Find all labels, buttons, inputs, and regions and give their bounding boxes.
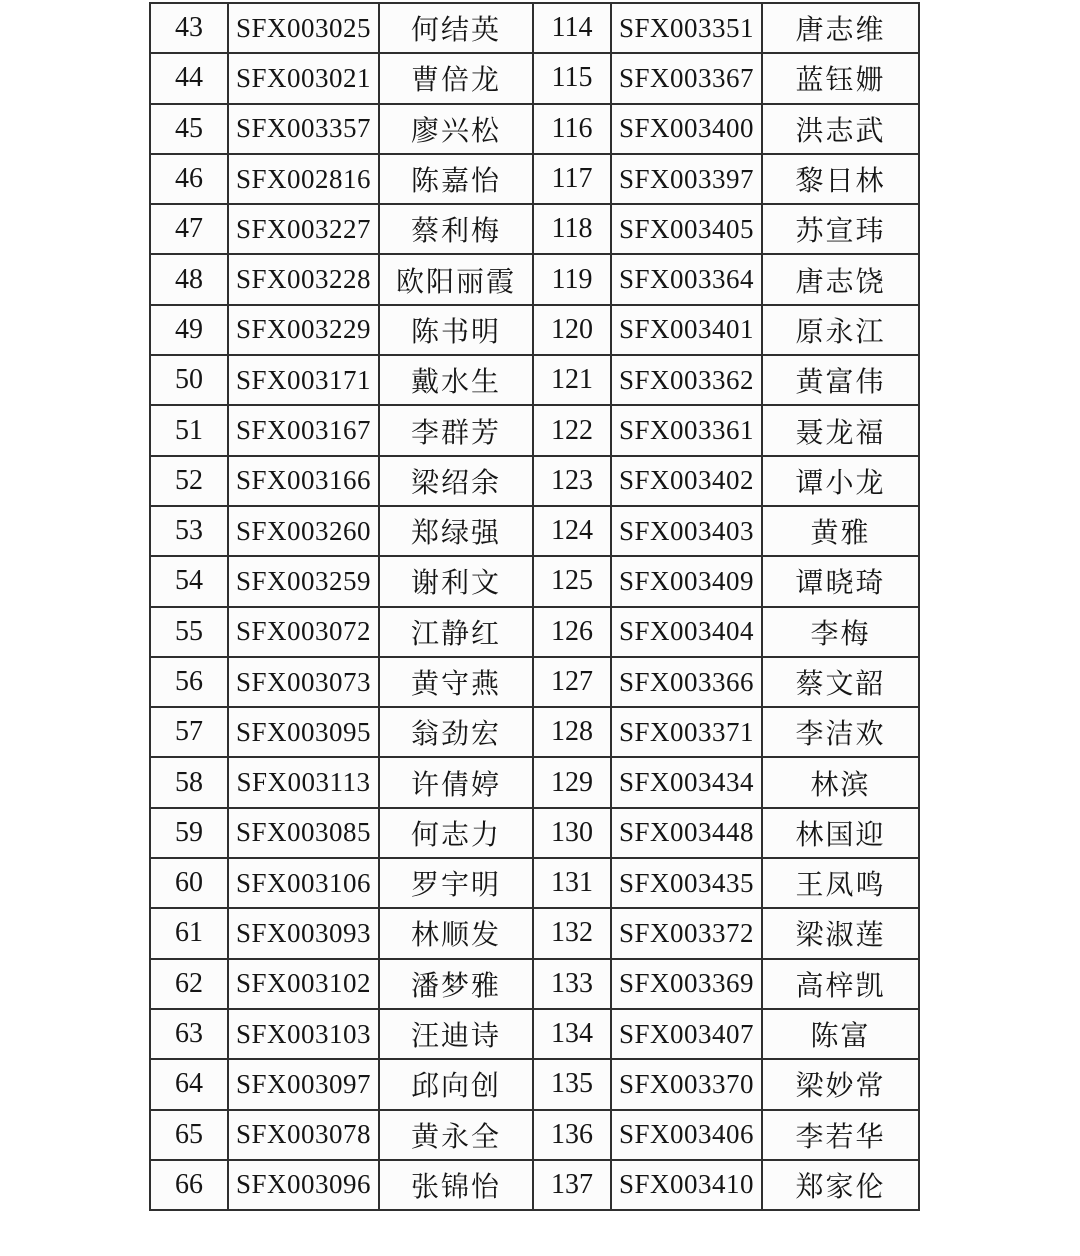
student-name-cell: 许倩婷	[379, 757, 533, 807]
row-number-cell: 135	[534, 1059, 611, 1109]
table-row	[150, 53, 533, 103]
row-number-cell: 121	[534, 355, 611, 405]
table-row	[150, 757, 533, 807]
student-name-cell: 黄富伟	[762, 355, 919, 405]
row-number-cell: 122	[534, 405, 611, 455]
table-row	[534, 556, 919, 606]
row-number-cell: 44	[150, 53, 228, 103]
student-id-cell: SFX003364	[611, 254, 762, 304]
student-id-cell: SFX003434	[611, 757, 762, 807]
table-row	[150, 607, 533, 657]
row-number-cell: 126	[534, 607, 611, 657]
table-row	[534, 154, 919, 204]
table-row	[150, 556, 533, 606]
table-row	[534, 607, 919, 657]
student-name-cell: 黄守燕	[379, 657, 533, 707]
student-id-cell: SFX003409	[611, 556, 762, 606]
row-number-cell: 117	[534, 154, 611, 204]
student-id-cell: SFX003085	[228, 808, 379, 858]
table-row	[534, 959, 919, 1009]
table-row	[534, 908, 919, 958]
table-row	[150, 1059, 533, 1109]
student-id-cell: SFX003370	[611, 1059, 762, 1109]
student-name-cell: 蔡文韶	[762, 657, 919, 707]
row-number-cell: 133	[534, 959, 611, 1009]
student-name-cell: 黎日林	[762, 154, 919, 204]
student-name-cell: 谢利文	[379, 556, 533, 606]
row-number-cell: 66	[150, 1160, 228, 1210]
student-name-cell: 梁妙常	[762, 1059, 919, 1109]
student-id-cell: SFX003102	[228, 959, 379, 1009]
student-id-cell: SFX003093	[228, 908, 379, 958]
row-number-cell: 54	[150, 556, 228, 606]
student-name-cell: 陈书明	[379, 305, 533, 355]
row-number-cell: 134	[534, 1009, 611, 1059]
table-row	[150, 657, 533, 707]
student-name-cell: 林顺发	[379, 908, 533, 958]
table-row	[150, 959, 533, 1009]
table-row	[534, 305, 919, 355]
student-name-cell: 黄雅	[762, 506, 919, 556]
student-name-cell: 邱向创	[379, 1059, 533, 1109]
student-name-cell: 唐志维	[762, 3, 919, 53]
student-name-cell: 曹倍龙	[379, 53, 533, 103]
row-number-cell: 136	[534, 1110, 611, 1160]
student-id-cell: SFX003106	[228, 858, 379, 908]
student-id-cell: SFX003103	[228, 1009, 379, 1059]
student-name-cell: 梁绍余	[379, 456, 533, 506]
student-name-cell: 陈富	[762, 1009, 919, 1059]
table-row	[534, 3, 919, 53]
student-id-cell: SFX003407	[611, 1009, 762, 1059]
table-row	[534, 707, 919, 757]
roster-table-right	[534, 2, 920, 1211]
student-name-cell: 廖兴松	[379, 104, 533, 154]
student-id-cell: SFX003361	[611, 405, 762, 455]
table-row	[534, 1009, 919, 1059]
row-number-cell: 55	[150, 607, 228, 657]
row-number-cell: 137	[534, 1160, 611, 1210]
table-row	[534, 405, 919, 455]
student-id-cell: SFX003096	[228, 1160, 379, 1210]
table-row	[534, 808, 919, 858]
student-name-cell: 郑家伦	[762, 1160, 919, 1210]
row-number-cell: 56	[150, 657, 228, 707]
student-id-cell: SFX003406	[611, 1110, 762, 1160]
student-id-cell: SFX003227	[228, 204, 379, 254]
table-row	[534, 456, 919, 506]
student-id-cell: SFX003025	[228, 3, 379, 53]
student-name-cell: 李梅	[762, 607, 919, 657]
row-number-cell: 46	[150, 154, 228, 204]
student-name-cell: 苏宣玮	[762, 204, 919, 254]
row-number-cell: 115	[534, 53, 611, 103]
table-row	[150, 154, 533, 204]
student-id-cell: SFX003362	[611, 355, 762, 405]
table-row	[534, 104, 919, 154]
student-name-cell: 李洁欢	[762, 707, 919, 757]
student-id-cell: SFX003229	[228, 305, 379, 355]
student-name-cell: 洪志武	[762, 104, 919, 154]
student-id-cell: SFX003403	[611, 506, 762, 556]
table-row	[150, 1009, 533, 1059]
row-number-cell: 53	[150, 506, 228, 556]
student-name-cell: 戴水生	[379, 355, 533, 405]
table-row	[534, 757, 919, 807]
table-row	[150, 104, 533, 154]
table-row	[150, 908, 533, 958]
student-name-cell: 汪迪诗	[379, 1009, 533, 1059]
student-id-cell: SFX003078	[228, 1110, 379, 1160]
table-row	[150, 254, 533, 304]
table-row	[150, 858, 533, 908]
student-id-cell: SFX003021	[228, 53, 379, 103]
student-id-cell: SFX003259	[228, 556, 379, 606]
student-name-cell: 江静红	[379, 607, 533, 657]
student-name-cell: 潘梦雅	[379, 959, 533, 1009]
student-name-cell: 何结英	[379, 3, 533, 53]
student-name-cell: 唐志饶	[762, 254, 919, 304]
student-id-cell: SFX003371	[611, 707, 762, 757]
student-id-cell: SFX003166	[228, 456, 379, 506]
row-number-cell: 64	[150, 1059, 228, 1109]
student-id-cell: SFX003113	[228, 757, 379, 807]
student-name-cell: 李若华	[762, 1110, 919, 1160]
student-name-cell: 高梓凯	[762, 959, 919, 1009]
table-row	[150, 305, 533, 355]
student-name-cell: 翁劲宏	[379, 707, 533, 757]
row-number-cell: 48	[150, 254, 228, 304]
student-id-cell: SFX003367	[611, 53, 762, 103]
row-number-cell: 43	[150, 3, 228, 53]
row-number-cell: 130	[534, 808, 611, 858]
row-number-cell: 123	[534, 456, 611, 506]
table-row	[150, 204, 533, 254]
student-id-cell: SFX003405	[611, 204, 762, 254]
row-number-cell: 116	[534, 104, 611, 154]
student-id-cell: SFX003351	[611, 3, 762, 53]
student-name-cell: 罗宇明	[379, 858, 533, 908]
row-number-cell: 50	[150, 355, 228, 405]
row-number-cell: 47	[150, 204, 228, 254]
table-row	[150, 808, 533, 858]
student-name-cell: 原永江	[762, 305, 919, 355]
row-number-cell: 114	[534, 3, 611, 53]
student-id-cell: SFX003400	[611, 104, 762, 154]
roster-table-left	[149, 2, 534, 1211]
student-name-cell: 黄永全	[379, 1110, 533, 1160]
student-id-cell: SFX003171	[228, 355, 379, 405]
table-row	[534, 254, 919, 304]
row-number-cell: 62	[150, 959, 228, 1009]
student-id-cell: SFX003357	[228, 104, 379, 154]
table-row	[150, 405, 533, 455]
student-name-cell: 蓝钰姗	[762, 53, 919, 103]
table-row	[150, 1160, 533, 1210]
row-number-cell: 60	[150, 858, 228, 908]
student-name-cell: 郑绿强	[379, 506, 533, 556]
student-name-cell: 林国迎	[762, 808, 919, 858]
table-row	[150, 707, 533, 757]
student-id-cell: SFX003369	[611, 959, 762, 1009]
student-id-cell: SFX003072	[228, 607, 379, 657]
row-number-cell: 45	[150, 104, 228, 154]
student-id-cell: SFX003095	[228, 707, 379, 757]
student-id-cell: SFX003404	[611, 607, 762, 657]
student-name-cell: 林滨	[762, 757, 919, 807]
student-name-cell: 张锦怡	[379, 1160, 533, 1210]
roster-table	[149, 2, 920, 1211]
row-number-cell: 127	[534, 657, 611, 707]
student-name-cell: 欧阳丽霞	[379, 254, 533, 304]
table-row	[534, 858, 919, 908]
student-name-cell: 何志力	[379, 808, 533, 858]
student-id-cell: SFX003402	[611, 456, 762, 506]
student-id-cell: SFX003372	[611, 908, 762, 958]
student-name-cell: 谭晓琦	[762, 556, 919, 606]
row-number-cell: 58	[150, 757, 228, 807]
row-number-cell: 119	[534, 254, 611, 304]
row-number-cell: 131	[534, 858, 611, 908]
table-row	[150, 355, 533, 405]
student-name-cell: 陈嘉怡	[379, 154, 533, 204]
table-row	[150, 506, 533, 556]
row-number-cell: 51	[150, 405, 228, 455]
table-row	[150, 3, 533, 53]
student-id-cell: SFX003260	[228, 506, 379, 556]
table-row	[534, 657, 919, 707]
table-row	[534, 1160, 919, 1210]
row-number-cell: 65	[150, 1110, 228, 1160]
table-row	[534, 1110, 919, 1160]
row-number-cell: 52	[150, 456, 228, 506]
table-row	[534, 355, 919, 405]
student-id-cell: SFX003448	[611, 808, 762, 858]
student-name-cell: 梁淑莲	[762, 908, 919, 958]
student-id-cell: SFX002816	[228, 154, 379, 204]
row-number-cell: 63	[150, 1009, 228, 1059]
student-id-cell: SFX003397	[611, 154, 762, 204]
table-row	[534, 53, 919, 103]
row-number-cell: 129	[534, 757, 611, 807]
student-name-cell: 聂龙福	[762, 405, 919, 455]
row-number-cell: 59	[150, 808, 228, 858]
student-name-cell: 李群芳	[379, 405, 533, 455]
table-row	[534, 1059, 919, 1109]
student-name-cell: 谭小龙	[762, 456, 919, 506]
row-number-cell: 128	[534, 707, 611, 757]
table-row	[534, 204, 919, 254]
student-id-cell: SFX003366	[611, 657, 762, 707]
row-number-cell: 120	[534, 305, 611, 355]
row-number-cell: 124	[534, 506, 611, 556]
student-name-cell: 蔡利梅	[379, 204, 533, 254]
student-name-cell: 王凤鸣	[762, 858, 919, 908]
row-number-cell: 132	[534, 908, 611, 958]
student-id-cell: SFX003097	[228, 1059, 379, 1109]
student-id-cell: SFX003410	[611, 1160, 762, 1210]
row-number-cell: 49	[150, 305, 228, 355]
student-id-cell: SFX003401	[611, 305, 762, 355]
student-id-cell: SFX003228	[228, 254, 379, 304]
table-row	[534, 506, 919, 556]
row-number-cell: 61	[150, 908, 228, 958]
table-row	[150, 456, 533, 506]
student-id-cell: SFX003167	[228, 405, 379, 455]
student-id-cell: SFX003435	[611, 858, 762, 908]
student-id-cell: SFX003073	[228, 657, 379, 707]
row-number-cell: 57	[150, 707, 228, 757]
table-row	[150, 1110, 533, 1160]
row-number-cell: 118	[534, 204, 611, 254]
row-number-cell: 125	[534, 556, 611, 606]
